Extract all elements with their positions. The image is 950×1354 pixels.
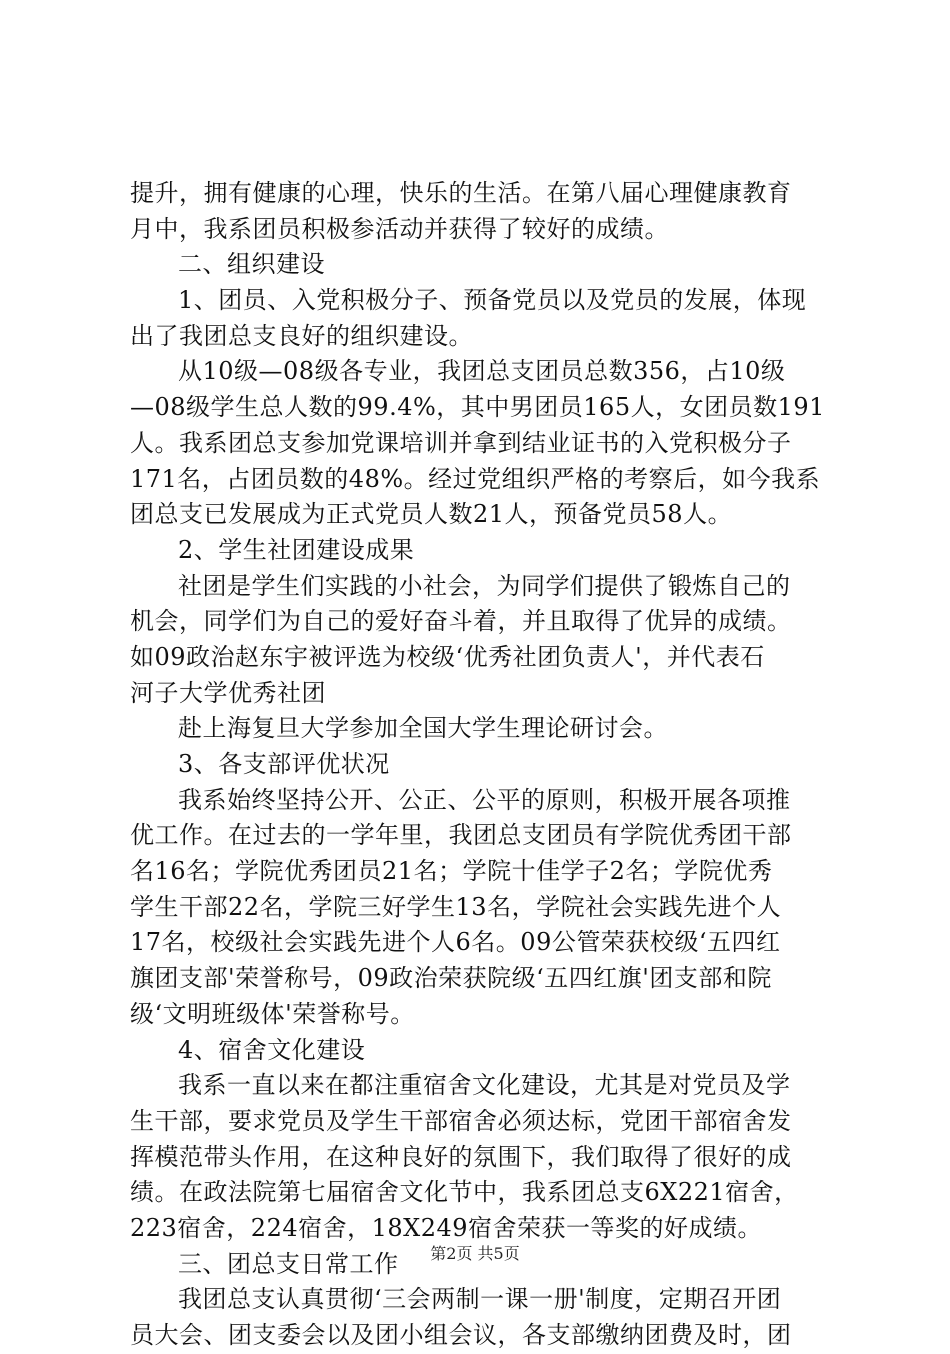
- section-heading: 三、团总支日常工作: [178, 1249, 399, 1278]
- text-line: 赴上海复旦大学参加全国大学生理论研讨会。: [178, 714, 668, 743]
- text-line: 1、团员、入党积极分子、预备党员以及党员的发展，体现: [178, 286, 807, 315]
- text-line: 级‘文明班级体'荣誉称号。: [130, 999, 415, 1028]
- text-line: —08级学生总人数的99.4%，其中男团员165人，女团员数191: [130, 393, 825, 422]
- text-line: 如09政治赵东宇被评选为校级‘优秀社团负责人'，并代表石: [130, 642, 765, 671]
- text-line: 挥模范带头作用，在这种良好的氛围下，我们取得了很好的成: [130, 1142, 792, 1171]
- text-line: 171名，占团员数的48%。经过党组织严格的考察后，如今我系: [130, 464, 821, 493]
- text-line: 从10级—08级各专业，我团总支团员总数356，占10级: [178, 357, 786, 386]
- text-line: 机会，同学们为自己的爱好奋斗着，并且取得了优异的成绩。: [130, 607, 792, 636]
- document-body: [130, 176, 830, 1354]
- page-footer: 第2页 共5页: [430, 1244, 520, 1263]
- subsection-heading: 2、学生社团建设成果: [178, 535, 415, 564]
- text-line: 团总支已发展成为正式党员人数21人，预备党员58人。: [130, 500, 733, 529]
- text-line: 提升，拥有健康的心理，快乐的生活。在第八届心理健康教育: [130, 179, 792, 207]
- text-line: 我系一直以来在都注重宿舍文化建设，尤其是对党员及学: [178, 1071, 791, 1100]
- text-line: 生干部，要求党员及学生干部宿舍必须达标，党团干部宿舍发: [130, 1106, 792, 1135]
- text-line: 学生干部22名，学院三好学生13名，学院社会实践先进个人: [130, 892, 782, 921]
- text-line: 223宿舍，224宿舍，18X249宿舍荣获一等奖的好成绩。: [130, 1213, 763, 1242]
- text-line: 优工作。在过去的一学年里，我团总支团员有学院优秀团干部: [130, 821, 792, 850]
- text-line: 人。我系团总支参加党课培训并拿到结业证书的入党积极分子: [130, 428, 792, 457]
- text-line: 名16名；学院优秀团员21名；学院十佳学子2名；学院优秀: [130, 857, 773, 886]
- text-line: 月中，我系团员积极参活动并获得了较好的成绩。: [130, 214, 669, 243]
- text-line: 出了我团总支良好的组织建设。: [130, 321, 473, 350]
- text-line: 员大会、团支委会以及团小组会议，各支部缴纳团费及时，团: [130, 1321, 792, 1349]
- text-line: 我系始终坚持公开、公正、公平的原则，积极开展各项推: [178, 785, 791, 814]
- subsection-heading: 3、各支部评优状况: [178, 750, 390, 778]
- text-line: 河子大学优秀社团: [130, 678, 326, 707]
- text-line: 旗团支部'荣誉称号，09政治荣获院级‘五四红旗'团支部和院: [130, 964, 772, 993]
- section-heading: 二、组织建设: [178, 250, 325, 279]
- text-line: 绩。在政法院第七届宿舍文化节中，我系团总支6X221宿舍，: [130, 1178, 799, 1207]
- text-line: 17名，校级社会实践先进个人6名。09公管荣获校级‘五四红: [130, 928, 781, 957]
- subsection-heading: 4、宿舍文化建设: [178, 1035, 366, 1064]
- text-line: 我团总支认真贯彻‘三会两制一课一册'制度，定期召开团: [178, 1285, 782, 1314]
- text-line: 社团是学生们实践的小社会，为同学们提供了锻炼自己的: [178, 571, 791, 600]
